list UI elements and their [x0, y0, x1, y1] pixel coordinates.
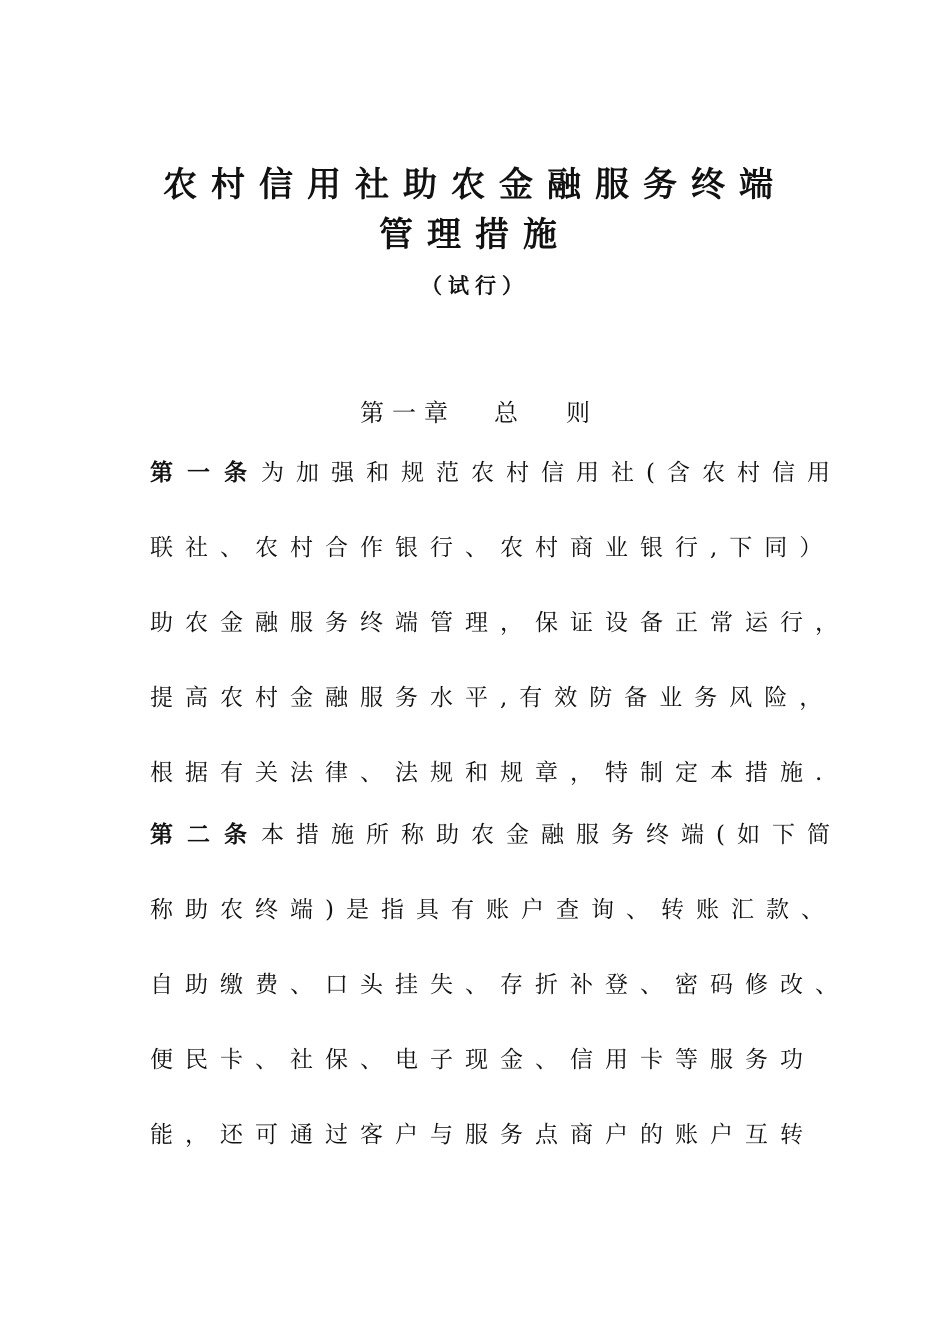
- article-2-text-1: 本措施所称助农金融服务终端(如下简: [261, 822, 842, 848]
- article-2-line-2: 称助农终端)是指具有账户查询、转账汇款、: [150, 897, 836, 923]
- article-2-line-1: [150, 820, 842, 850]
- article-1-line-3: 助农金融服务终端管理，保证设备正常运行，: [150, 610, 850, 636]
- chapter-number: 第一章: [360, 399, 456, 427]
- chapter-name-part-1: 总: [494, 399, 518, 427]
- article-1-label: 第一条: [150, 459, 261, 486]
- article-1-line-4: 提高农村金融服务水平,有效防备业务风险，: [150, 685, 835, 711]
- article-1-text-1: 为加强和规范农村信用社(含农村信用: [261, 460, 842, 486]
- chapter-heading: [0, 393, 950, 428]
- chapter-name-part-2: 则: [566, 399, 590, 427]
- article-2-label: 第二条: [150, 821, 261, 848]
- document-title-line-1: 农村信用社助农金融服务终端: [163, 165, 787, 205]
- article-1-line-2: 联社、农村合作银行、农村商业银行,下同）: [150, 535, 835, 561]
- article-2-line-3: 自助缴费、口头挂失、存折补登、密码修改、: [150, 972, 850, 998]
- article-2-line-4: 便民卡、社保、电子现金、信用卡等服务功: [150, 1047, 815, 1073]
- article-2-line-5: 能，还可通过客户与服务点商户的账户互转: [150, 1122, 815, 1148]
- article-1-line-1: [150, 458, 842, 488]
- document-title-line-2: 管理措施: [379, 215, 571, 255]
- article-1-line-5: 根据有关法律、法规和规章，特制定本措施.: [150, 760, 835, 786]
- document-subtitle: （试行）: [421, 273, 529, 298]
